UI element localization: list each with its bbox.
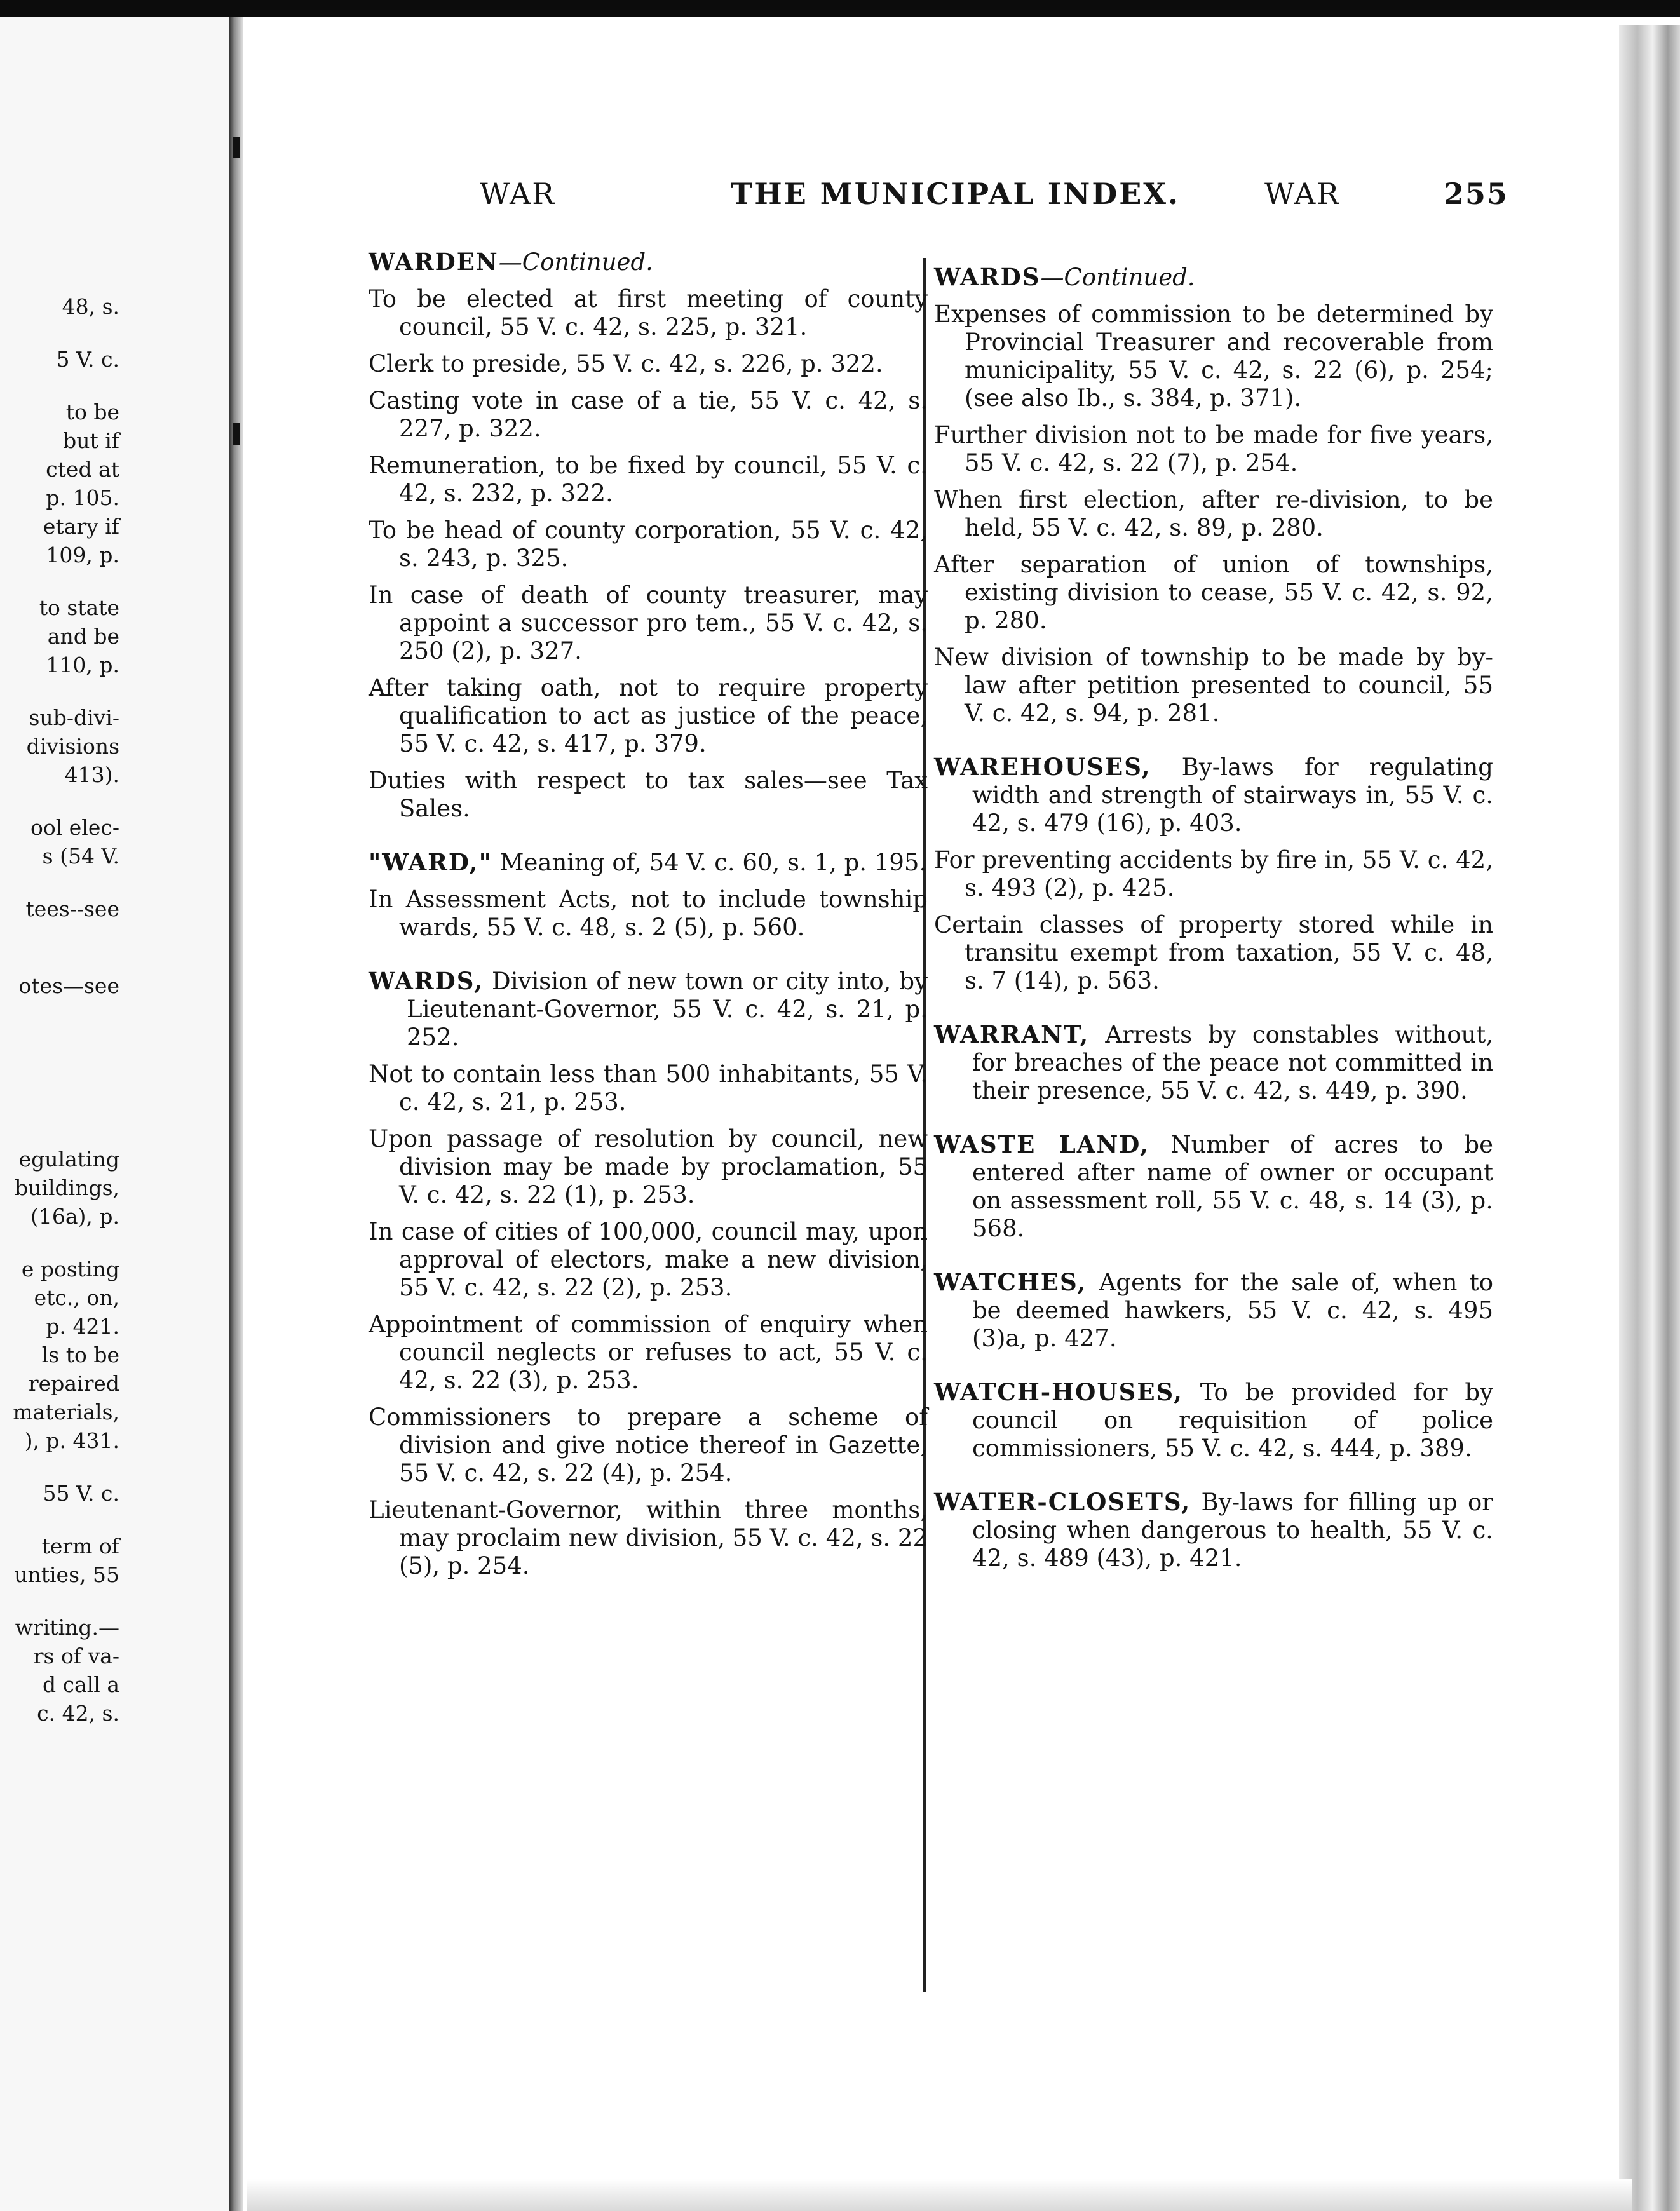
subentry: Certain classes of property stored while in transitu exempt from taxation, 55 V. c. 48, s. 7 (14), p. 563. bbox=[934, 911, 1493, 994]
facing-page-line: tees--see bbox=[25, 896, 119, 921]
spacer bbox=[0, 870, 119, 895]
facing-page-text bbox=[0, 17, 119, 1728]
spacer bbox=[0, 1121, 119, 1145]
page-stack-edge bbox=[1619, 25, 1680, 2211]
facing-page-line: and be bbox=[47, 624, 119, 649]
facing-page-line: c. 42, s. bbox=[37, 1701, 119, 1726]
subentry: Further division not to be made for five years, 55 V. c. 42, s. 22 (7), p. 254. bbox=[934, 421, 1493, 477]
subentry: In case of death of county treasurer, may appoint a successor pro tem., 55 V. c. 42, s. 250 (2), p. 327. bbox=[369, 581, 928, 665]
subentry: Upon passage of resolution by council, new division may be made by proclamation, 55 V. c. 42, s. 22 (1), p. 253. bbox=[369, 1125, 928, 1208]
page-title: THE MUNICIPAL INDEX. bbox=[731, 177, 1181, 211]
spacer bbox=[0, 569, 119, 593]
subentry: When first election, after re-division, to be held, 55 V. c. 42, s. 89, p. 280. bbox=[934, 486, 1493, 541]
spacer bbox=[0, 947, 119, 971]
binding-mark bbox=[233, 137, 240, 158]
spacer bbox=[0, 1000, 119, 1024]
running-head-right: WAR bbox=[1264, 177, 1340, 211]
index-entry-waste-land: WASTE LAND, Number of acres to be entered after name of owner or occupant on assessment roll, 55 V. c. 48, s. 14 (3), p. 568. bbox=[934, 1130, 1493, 1242]
subentry: To be head of county corporation, 55 V. c. 42, s. 243, p. 325. bbox=[369, 517, 928, 572]
spacer bbox=[0, 1097, 119, 1121]
facing-page-line: d call a bbox=[42, 1672, 119, 1697]
subentry: Lieutenant-Governor, within three months, may proclaim new division, 55 V. c. 42, s. 22 (5), p. 254. bbox=[369, 1496, 928, 1579]
subentry: Remuneration, to be fixed by council, 55 V. c. 42, s. 232, p. 322. bbox=[369, 452, 928, 507]
facing-page-line: cted at bbox=[46, 457, 119, 482]
index-entry-watch-houses: WATCH-HOUSES, To be provided for by council on requisition of police commissioners, 55 V. c. 42, s. 444, p. 389. bbox=[934, 1378, 1493, 1462]
right-column bbox=[934, 263, 1493, 1572]
page-gutter-shadow bbox=[229, 17, 243, 2211]
facing-page-line: repaired bbox=[28, 1371, 119, 1396]
facing-page-line: p. 421. bbox=[46, 1314, 119, 1339]
facing-page-line: e posting bbox=[21, 1257, 119, 1281]
facing-page-line: to state bbox=[39, 595, 119, 620]
page-number: 255 bbox=[1444, 177, 1509, 211]
index-entry-warden: WARDEN—Continued. bbox=[369, 248, 653, 276]
spacer bbox=[0, 1455, 119, 1479]
index-entry-watches: WATCHES, Agents for the sale of, when to be deemed hawkers, 55 V. c. 42, s. 495 (3)a, p. 427. bbox=[934, 1268, 1493, 1352]
facing-page-line: etc., on, bbox=[34, 1285, 119, 1310]
index-entry-wards: WARDS, Division of new town or city into, by Lieutenant-Governor, 55 V. c. 42, s. 21, p. 252. bbox=[369, 967, 928, 1051]
subentry: For preventing accidents by fire in, 55 V. c. 42, s. 493 (2), p. 425. bbox=[934, 846, 1493, 902]
running-head-left: WAR bbox=[480, 177, 555, 211]
index-entry-ward: "WARD," Meaning of, 54 V. c. 60, s. 1, p. 195. bbox=[369, 848, 927, 876]
facing-page-line: 48, s. bbox=[62, 294, 119, 319]
subentry: In case of cities of 100,000, council may, upon approval of electors, make a new division, 55 V. c. 42, s. 22 (2), p. 253. bbox=[369, 1218, 928, 1301]
facing-page-line: 5 V. c. bbox=[56, 347, 119, 372]
facing-page-line: ls to be bbox=[41, 1342, 119, 1367]
left-column bbox=[369, 248, 928, 1580]
facing-page-line: writing.— bbox=[15, 1615, 119, 1640]
index-entry-water-closets: WATER-CLOSETS, By-laws for filling up or closing when dangerous to health, 55 V. c. 42, s. 489 (43), p. 421. bbox=[934, 1488, 1493, 1572]
subentry: Clerk to preside, 55 V. c. 42, s. 226, p. 322. bbox=[369, 350, 883, 377]
facing-page-line: 413). bbox=[64, 762, 119, 787]
facing-page-line: sub-divi- bbox=[29, 705, 119, 730]
facing-page-line: 109, p. bbox=[46, 543, 119, 567]
spacer bbox=[0, 923, 119, 947]
subentry: Appointment of commission of enquiry when council neglects or refuses to act, 55 V. c. 42, s. 22 (3), p. 253. bbox=[369, 1311, 928, 1394]
facing-page-line: ), p. 431. bbox=[24, 1428, 119, 1453]
spacer bbox=[0, 321, 119, 345]
scan-top-border bbox=[0, 0, 1680, 17]
index-entry-warrant: WARRANT, Arrests by constables without, for breaches of the peace not committed in their presence, 55 V. c. 42, s. 449, p. 390. bbox=[934, 1020, 1493, 1104]
facing-page-line: materials, bbox=[13, 1400, 119, 1424]
facing-page-line: but if bbox=[63, 428, 119, 453]
subentry: In Assessment Acts, not to include township wards, 55 V. c. 48, s. 2 (5), p. 560. bbox=[369, 886, 928, 941]
spacer bbox=[0, 374, 119, 398]
subentry: After taking oath, not to require property qualification to act as justice of the peace, 55 V. c. 42, s. 417, p. 379. bbox=[369, 674, 928, 757]
facing-page-line: buildings, bbox=[15, 1175, 119, 1200]
subentry: Not to contain less than 500 inhabitants, 55 V. c. 42, s. 21, p. 253. bbox=[369, 1060, 928, 1116]
facing-page-line: rs of va- bbox=[33, 1644, 119, 1668]
subentry: Expenses of commission to be determined by Provincial Treasurer and recoverable from municipality, 55 V. c. 42, s. 22 (6), p. 254; (see also Ib., s. 384, p. 371). bbox=[934, 301, 1493, 412]
subentry: Commissioners to prepare a scheme of division and give notice thereof in Gazette, 55 V. c. 42, s. 22 (4), p. 254. bbox=[369, 1403, 928, 1487]
spacer bbox=[0, 679, 119, 703]
spacer bbox=[0, 1508, 119, 1532]
spacer bbox=[0, 789, 119, 813]
spacer bbox=[0, 1072, 119, 1097]
page-bottom-edge bbox=[247, 2179, 1632, 2211]
spacer bbox=[0, 1231, 119, 1255]
subentry: New division of township to be made by by-law after petition presented to council, 55 V. c. 42, s. 94, p. 281. bbox=[934, 644, 1493, 727]
index-entry-wards-continued: WARDS—Continued. bbox=[934, 263, 1195, 291]
facing-page-line: otes—see bbox=[18, 973, 119, 998]
facing-page-line: 110, p. bbox=[46, 652, 119, 677]
facing-page-line: etary if bbox=[43, 514, 119, 539]
binding-mark bbox=[233, 423, 240, 445]
spacer bbox=[0, 1589, 119, 1613]
spacer bbox=[0, 1048, 119, 1072]
facing-page-line: 55 V. c. bbox=[43, 1481, 119, 1506]
subentry: After separation of union of townships, existing division to cease, 55 V. c. 42, s. 92, p. 280. bbox=[934, 551, 1493, 634]
facing-page-line: divisions bbox=[26, 734, 119, 759]
subentry: Casting vote in case of a tie, 55 V. c. 42, s. 227, p. 322. bbox=[369, 387, 928, 442]
subentry: To be elected at first meeting of county council, 55 V. c. 42, s. 225, p. 321. bbox=[369, 285, 928, 341]
facing-page-line: egulating bbox=[18, 1147, 119, 1172]
facing-page-line: unties, 55 bbox=[14, 1562, 119, 1587]
facing-page-line: ool elec- bbox=[30, 815, 119, 840]
subentry: Duties with respect to tax sales—see Tax Sales. bbox=[369, 767, 928, 822]
facing-page-line: s (54 V. bbox=[42, 844, 119, 869]
facing-page-line: to be bbox=[65, 400, 119, 424]
facing-page-line: p. 105. bbox=[46, 485, 119, 510]
facing-page-line: term of bbox=[41, 1534, 119, 1559]
index-entry-warehouses: WAREHOUSES, By-laws for regulating width and strength of stairways in, 55 V. c. 42, s. 479 (16), p. 403. bbox=[934, 753, 1493, 837]
facing-page-line: (16a), p. bbox=[30, 1204, 119, 1229]
spacer bbox=[0, 1024, 119, 1048]
facing-page-fragment bbox=[0, 17, 236, 2211]
